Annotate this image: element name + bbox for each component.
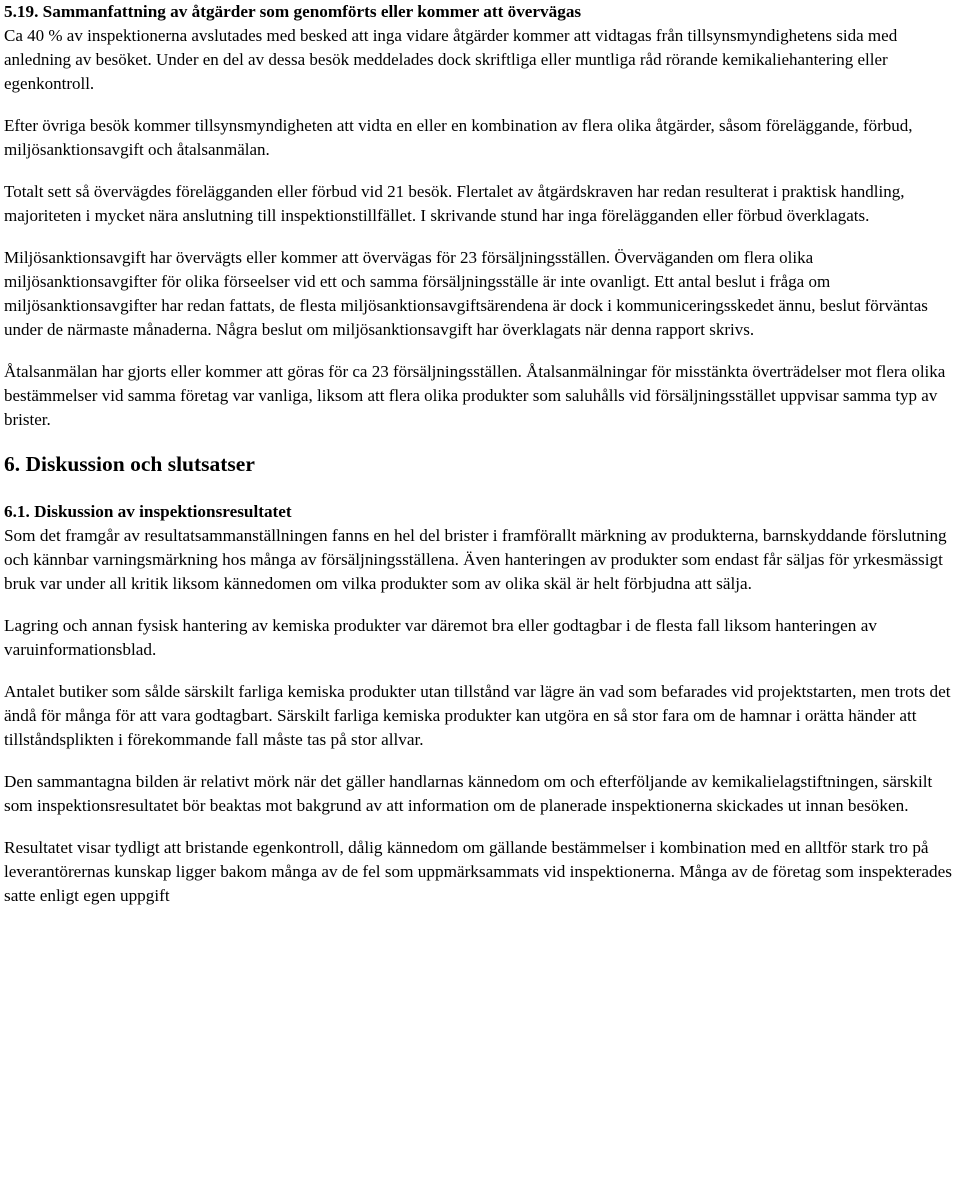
- paragraph-5-19-3: Totalt sett så övervägdes förelägganden eller förbud vid 21 besök. Flertalet av åtgärdskraven har redan resulterat i praktisk handling, majoriteten i mycket nära anslutning till inspektionstillfället. I skrivande stund har inga förelägganden eller förbud överklagats.: [4, 182, 905, 225]
- document-page: [4, 0, 956, 908]
- paragraph-6-1-4: Den sammantagna bilden är relativt mörk när det gäller handlarnas kännedom om och efterföljande av kemikalielagstiftningen, särskilt som inspektionsresultatet bör beaktas mot bakgrund av att information om de planerade inspektionerna skickades ut innan besöken.: [4, 772, 933, 815]
- paragraph-6-1-1: Som det framgår av resultatsammanställningen fanns en hel del brister i framförallt märkning av produkterna, barnskyddande förslutning och kännbar varningsmärkning hos många av försäljningsställena. Även hanteringen av produkter som endast får säljas för yrkesmässigt bruk var under all kritik liksom kännedomen om vilka produkter som av olika skäl är helt förbjudna att sälja.: [4, 526, 947, 593]
- paragraph-6-1-2: Lagring och annan fysisk hantering av kemiska produkter var däremot bra eller godtagbar i de flesta fall liksom hanteringen av varuinformationsblad.: [4, 616, 877, 659]
- paragraph-6-1-3: Antalet butiker som sålde särskilt farliga kemiska produkter utan tillstånd var lägre än vad som befarades vid projektstarten, men trots det ändå för många för att vara godtagbart. Särskilt farliga kemiska produkter kan utgöra en så stor fara om de hamnar i orätta händer att tillståndsplikten i förekommande fall måste tas på stor allvar.: [4, 682, 951, 749]
- paragraph-5-19-2: Efter övriga besök kommer tillsynsmyndigheten att vidta en eller en kombination av flera olika åtgärder, såsom föreläggande, förbud, miljösanktionsavgift och åtalsanmälan.: [4, 116, 913, 159]
- section-heading-6-1: 6.1. Diskussion av inspektionsresultatet: [4, 502, 292, 521]
- chapter-heading-6: 6. Diskussion och slutsatser: [4, 452, 255, 476]
- paragraph-5-19-1: Ca 40 % av inspektionerna avslutades med besked att inga vidare åtgärder kommer att vidtagas från tillsynsmyndighetens sida med anledning av besöket. Under en del av dessa besök meddelades dock skriftliga eller muntliga råd rörande kemikaliehantering eller egenkontroll.: [4, 26, 898, 93]
- paragraph-6-1-5: Resultatet visar tydligt att bristande egenkontroll, dålig kännedom om gällande bestämmelser i kombination med en alltför stark tro på leverantörernas kunskap ligger bakom många av de fel som uppmärksammats vid inspektionerna. Många av de företag som inspekterades satte enligt egen uppgift: [4, 838, 952, 905]
- section-heading-5-19: 5.19. Sammanfattning av åtgärder som genomförts eller kommer att övervägas: [4, 2, 582, 21]
- paragraph-5-19-4: Miljösanktionsavgift har övervägts eller kommer att övervägas för 23 försäljningsställen. Överväganden om flera olika miljösanktionsavgifter för olika förseelser vid ett och samma försäljningsställe är inte ovanligt. Ett antal beslut i fråga om miljösanktionsavgifter har redan fattats, de flesta miljösanktionsavgiftsärendena är dock i kommuniceringsskedet ännu, beslut förväntas under de närmaste månaderna. Några beslut om miljösanktionsavgift har överklagats när denna rapport skrivs.: [4, 248, 928, 339]
- paragraph-5-19-5: Åtalsanmälan har gjorts eller kommer att göras för ca 23 försäljningsställen. Åtalsanmälningar för misstänkta överträdelser mot flera olika bestämmelser vid samma företag var vanliga, liksom att flera olika produkter som saluhålls vid försäljningsstället uppvisar samma typ av brister.: [4, 362, 946, 429]
